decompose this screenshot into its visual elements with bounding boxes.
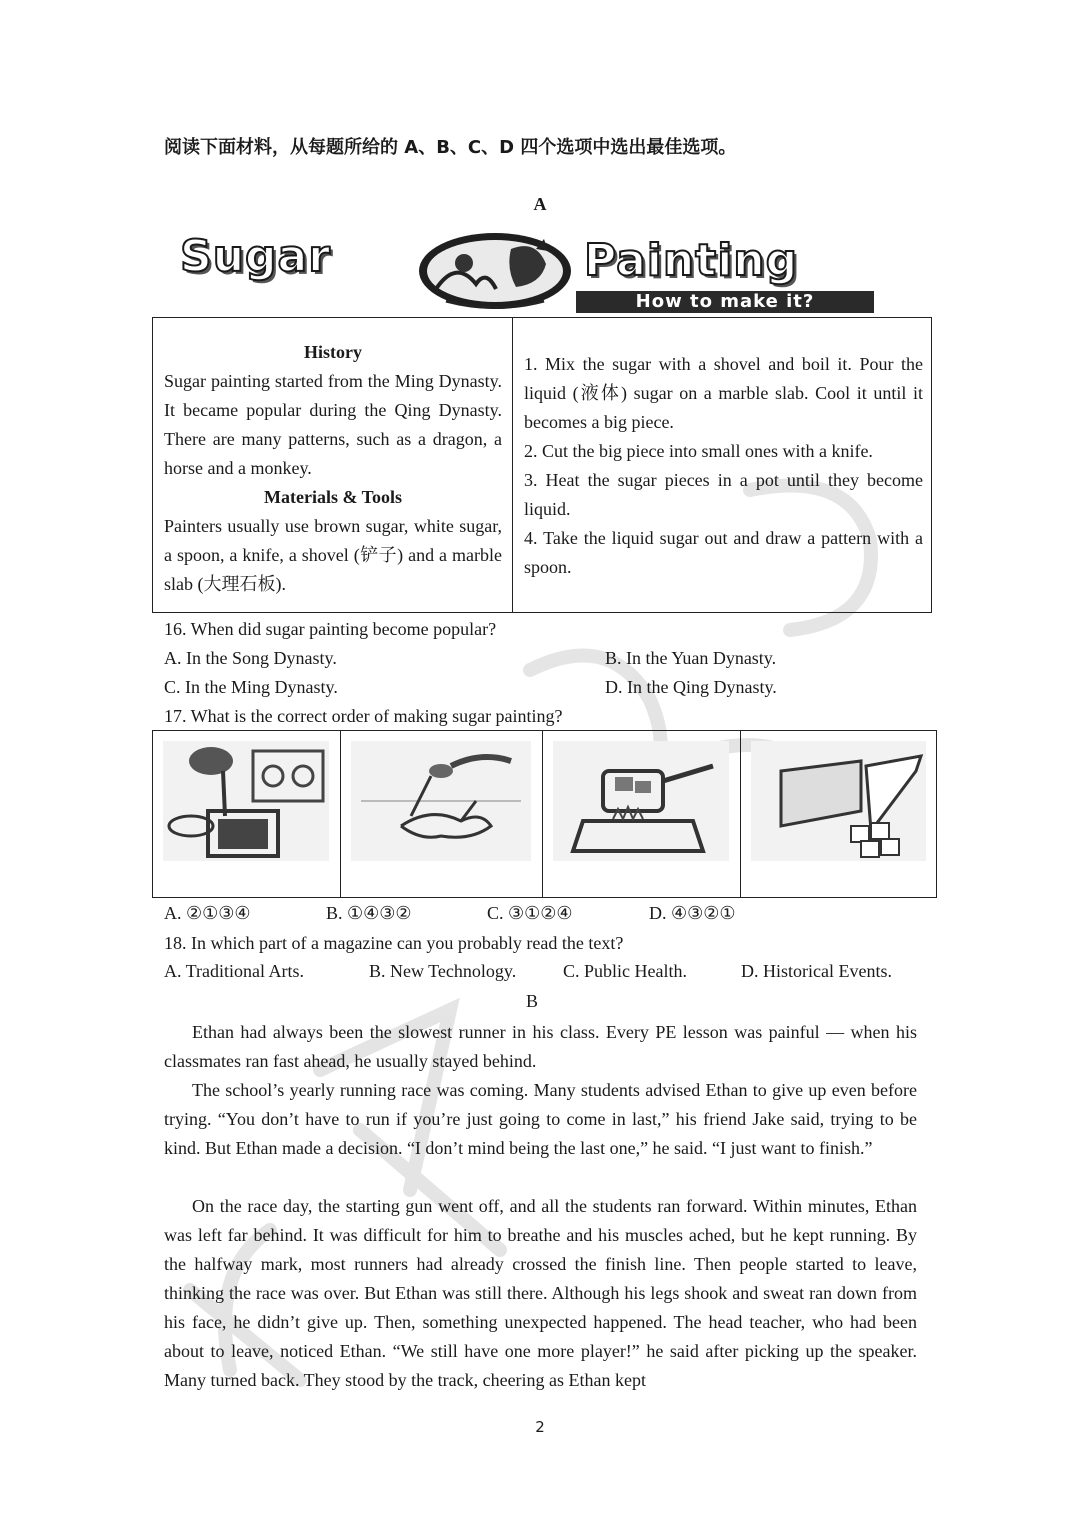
materials-heading: Materials & Tools — [264, 487, 402, 507]
section-a-label: A — [533, 194, 547, 214]
info-table — [152, 317, 932, 613]
q17-option-a: A. ②①③④ — [164, 903, 251, 923]
page-number: 2 — [535, 1418, 545, 1436]
question-16-stem: 16. When did sugar painting become popular? — [164, 619, 497, 639]
q18-option-c: C. Public Health. — [563, 961, 687, 981]
history-text: Sugar painting started from the Ming Dynasty. It became popular during the Qing Dynasty. There are many patterns, such as a dragon, a horse and a monkey. — [164, 371, 502, 478]
section-b-label: B — [525, 991, 538, 1011]
passage-b-paragraph-3: On the race day, the starting gun went off, and all the students ran forward. Within minutes, Ethan was left far behind. It was difficult for him to breathe and his muscles ached, but he kept running. By the halfway mark, most runners had already crossed the finish line. Then people started to leave, thinking the race was over. But Ethan was still there. Although his legs shook and sweat ran down from his face, he didn’t give up. Then, something unexpected happened. The head teacher, who had been about to leave, noticed Ethan. “We still have one more player!” he said after picking up the speaker. Many turned back. They stood by the track, cheering as Ethan kept — [164, 1196, 917, 1390]
passage-b-paragraph-1: Ethan had always been the slowest runner in his class. Every PE lesson was painful — when his classmates ran fast ahead, he usually stayed behind. — [164, 1022, 917, 1071]
q18-option-a: A. Traditional Arts. — [164, 961, 305, 981]
banner-word-sugar: Sugar — [180, 231, 331, 282]
pouring-sugar-icon — [153, 731, 339, 895]
step-2: 2. Cut the big piece into small ones with a knife. — [524, 441, 873, 461]
q18-option-b: B. New Technology. — [369, 961, 517, 981]
picture-drawing-pattern — [341, 731, 543, 897]
banner-subtitle: How to make it? — [576, 291, 874, 313]
q16-option-c: C. In the Ming Dynasty. — [164, 677, 338, 697]
history-heading: History — [304, 342, 362, 362]
pot-on-stove-icon — [543, 731, 739, 895]
step-1: 1. Mix the sugar with a shovel and boil it. Pour the liquid (液体) sugar on a marble slab. Cool it until it becomes a big piece. — [524, 354, 923, 432]
q17-option-c: C. ③①②④ — [487, 903, 573, 923]
picture-heating-pot — [543, 731, 741, 897]
instruction-text: 阅读下面材料，从每题所给的 A、B、C、D 四个选项中选出最佳选项。 — [164, 137, 737, 158]
banner-word-painting: Painting — [584, 235, 799, 286]
q16-option-d: D. In the Qing Dynasty. — [605, 677, 777, 697]
materials-text: Painters usually use brown sugar, white sugar, a spoon, a knife, a shovel (铲子) and a marble slab (大理石板). — [164, 516, 502, 594]
knife-cutting-icon — [741, 731, 936, 895]
drawing-bird-icon — [341, 731, 541, 895]
zodiac-illustration-icon — [416, 229, 574, 313]
question-18-stem: 18. In which part of a magazine can you probably read the text? — [164, 933, 624, 953]
passage-b-paragraph-2: The school’s yearly running race was coming. Many students advised Ethan to give up even before trying. “You don’t have to run if you’re just going to come in last,” his friend Jake said, trying to be kind. But Ethan made a decision. “I don’t mind being the last one,” he said. “I just want to finish.” — [164, 1080, 917, 1158]
sugar-painting-banner — [178, 225, 880, 317]
steps-column — [513, 318, 933, 612]
question-17-stem: 17. What is the correct order of making sugar painting? — [164, 706, 563, 726]
step-4: 4. Take the liquid sugar out and draw a pattern with a spoon. — [524, 528, 923, 577]
q17-option-d: D. ④③②① — [649, 903, 736, 923]
q18-option-d: D. Historical Events. — [741, 961, 892, 981]
step-3: 3. Heat the sugar pieces in a pot until they become liquid. — [524, 470, 923, 519]
history-materials-column — [153, 318, 513, 612]
q17-option-b: B. ①④③② — [326, 903, 412, 923]
step-pictures — [152, 730, 937, 898]
picture-pouring-sugar — [153, 731, 341, 897]
q16-option-a: A. In the Song Dynasty. — [164, 648, 337, 668]
picture-cutting-pieces — [741, 731, 938, 897]
q16-option-b: B. In the Yuan Dynasty. — [605, 648, 777, 668]
